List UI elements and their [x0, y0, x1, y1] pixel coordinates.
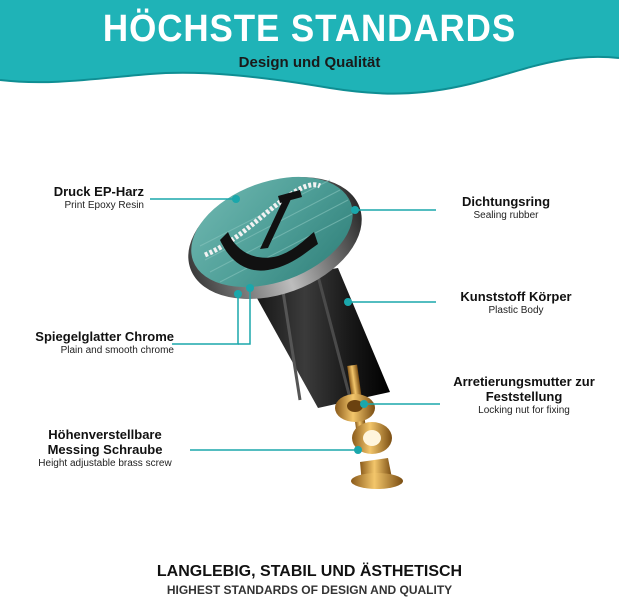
- label-body: Kunststoff Körper Plastic Body: [460, 289, 572, 316]
- label-resin: Druck EP-Harz Print Epoxy Resin: [53, 184, 144, 211]
- page-title: HÖCHSTE STANDARDS: [102, 8, 517, 50]
- label-nut: Arretierungsmutter zur Feststellung Locking nut for fixing: [453, 374, 595, 416]
- brass-screw-base: [351, 473, 403, 489]
- footer-subline: HIGHEST STANDARDS OF DESIGN AND QUALITY: [166, 583, 453, 597]
- page-subtitle: Design und Qualität: [238, 54, 381, 71]
- label-seal: Dichtungsring Sealing rubber: [461, 194, 551, 221]
- label-chrome: Spiegelglatter Chrome Plain and smooth chrome: [35, 329, 174, 356]
- footer-headline: LANGLEBIG, STABIL UND ÄSTHETISCH: [156, 563, 463, 580]
- label-screw: Höhenverstellbare Messing Schraube Height adjustable brass screw: [38, 427, 172, 469]
